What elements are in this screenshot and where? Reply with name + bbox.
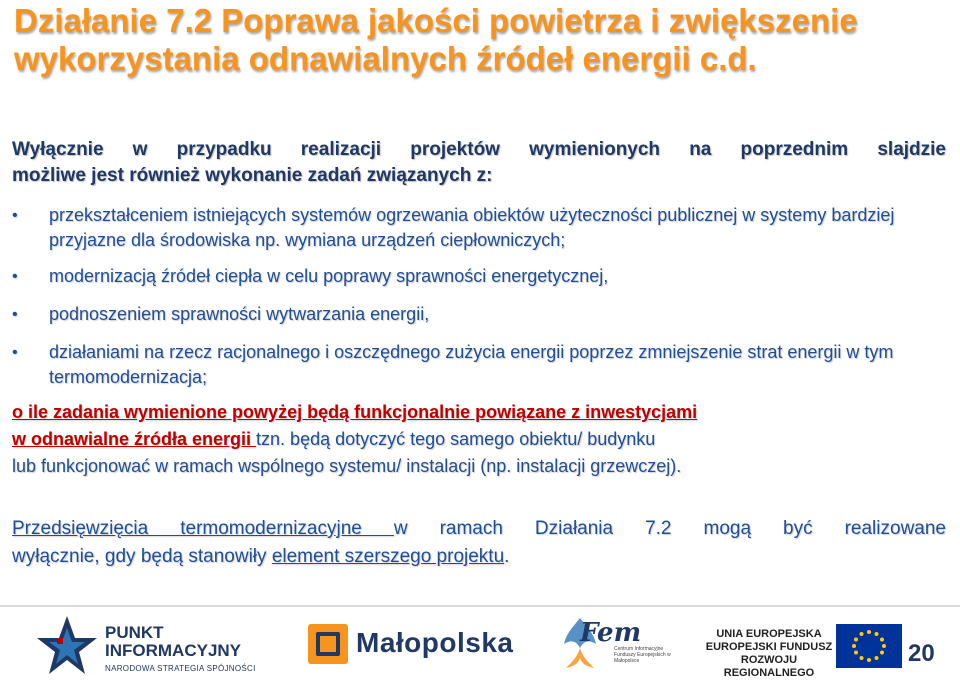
- condition-paragraph: [12, 399, 942, 480]
- punkt-line1: PUNKT: [105, 623, 164, 642]
- malopolska-text: Małopolska: [356, 627, 514, 658]
- intro-paragraph: [12, 137, 946, 189]
- bullet-text: podnoszeniem sprawności wytwarzania energii,: [49, 304, 430, 324]
- malopolska-emblem-icon: [308, 624, 348, 664]
- condition-line3: lub funkcjonować w ramach wspólnego systemu/ instalacji (np. instalacji grzewczej).: [12, 456, 682, 476]
- condition-rest-line2: tzn. będą dotyczyć tego samego obiektu/ budynku: [256, 429, 656, 449]
- eu-line1: UNIA EUROPEJSKA: [716, 628, 822, 640]
- bullet-icon: •: [12, 207, 18, 224]
- condition-highlight-line2: w odnawialne źródła energii: [12, 429, 257, 449]
- slide-title-line1: Działanie 7.2 Poprawa jakości powietrza i zwiększenie: [14, 2, 858, 39]
- condition-highlight-line1: o ile zadania wymienione powyżej będą funkcjonalnie powiązane z inwestycjami: [12, 402, 698, 422]
- malopolska-logo: [308, 618, 528, 670]
- bullet-icon: •: [12, 344, 18, 361]
- bullet-text: działaniami na rzecz racjonalnego i oszczędnego zużycia energii poprzez zmniejszenie strat energii w tym termomodernizacja;: [49, 342, 894, 387]
- eu-logo: [696, 624, 916, 679]
- footer-divider: [0, 605, 960, 607]
- eu-line3: ROZWOJU REGIONALNEGO: [723, 654, 815, 679]
- final-paragraph: [12, 515, 946, 571]
- slide-title-line2: wykorzystania odnawialnych źródeł energii c.d.: [14, 40, 757, 77]
- page-number: 20: [908, 640, 935, 667]
- fem-logo: [560, 610, 680, 680]
- bullet-icon: •: [12, 306, 18, 323]
- fem-text: Fem: [580, 618, 642, 648]
- punkt-informacyjny-logo: [35, 614, 265, 676]
- footer-logos: [0, 608, 960, 685]
- eu-text: [704, 628, 834, 680]
- bullet-list: [12, 203, 942, 390]
- bullet-text: modernizacją źródeł ciepła w celu poprawy sprawności energetycznej,: [49, 266, 609, 286]
- final-plain2: wyłącznie, gdy będą stanowiły: [12, 546, 272, 567]
- punkt-text: [105, 624, 241, 660]
- bullet-item: [12, 264, 942, 289]
- final-underlined-phrase2: element szerszego projektu: [271, 546, 505, 567]
- star-logo-icon: [35, 614, 99, 676]
- bullet-item: [12, 203, 942, 253]
- eu-line2: EUROPEJSKI FUNDUSZ: [705, 641, 833, 653]
- punkt-subtitle: NARODOWA STRATEGIA SPÓJNOŚCI: [105, 664, 256, 673]
- final-underlined-phrase1: Przedsięwzięcia termomodernizacyjne: [12, 518, 394, 539]
- intro-line2: możliwe jest również wykonanie zadań związanych z:: [12, 165, 493, 186]
- fem-subtitle: Centrum Informacyjne Funduszy Europejskich w Małopolsce: [614, 646, 671, 664]
- bullet-item: [12, 302, 942, 327]
- intro-line1: Wyłącznie w przypadku realizacji projektów wymienionych na poprzednim slajdzie: [12, 139, 946, 160]
- bullet-text: przekształceniem istniejących systemów ogrzewania obiektów użyteczności publicznej w systemy bardziej przyjazne dla środowiska np. wymiana urządzeń ciepłowniczych;: [49, 205, 895, 250]
- bullet-item: [12, 340, 942, 390]
- punkt-line2: INFORMACYJNY: [105, 641, 242, 660]
- final-rest1: w ramach Działania 7.2 mogą być realizowane: [393, 518, 946, 539]
- eu-flag-icon: [836, 624, 902, 668]
- bullet-icon: •: [12, 268, 18, 285]
- final-end2: .: [504, 546, 510, 567]
- slide-title: [14, 2, 944, 78]
